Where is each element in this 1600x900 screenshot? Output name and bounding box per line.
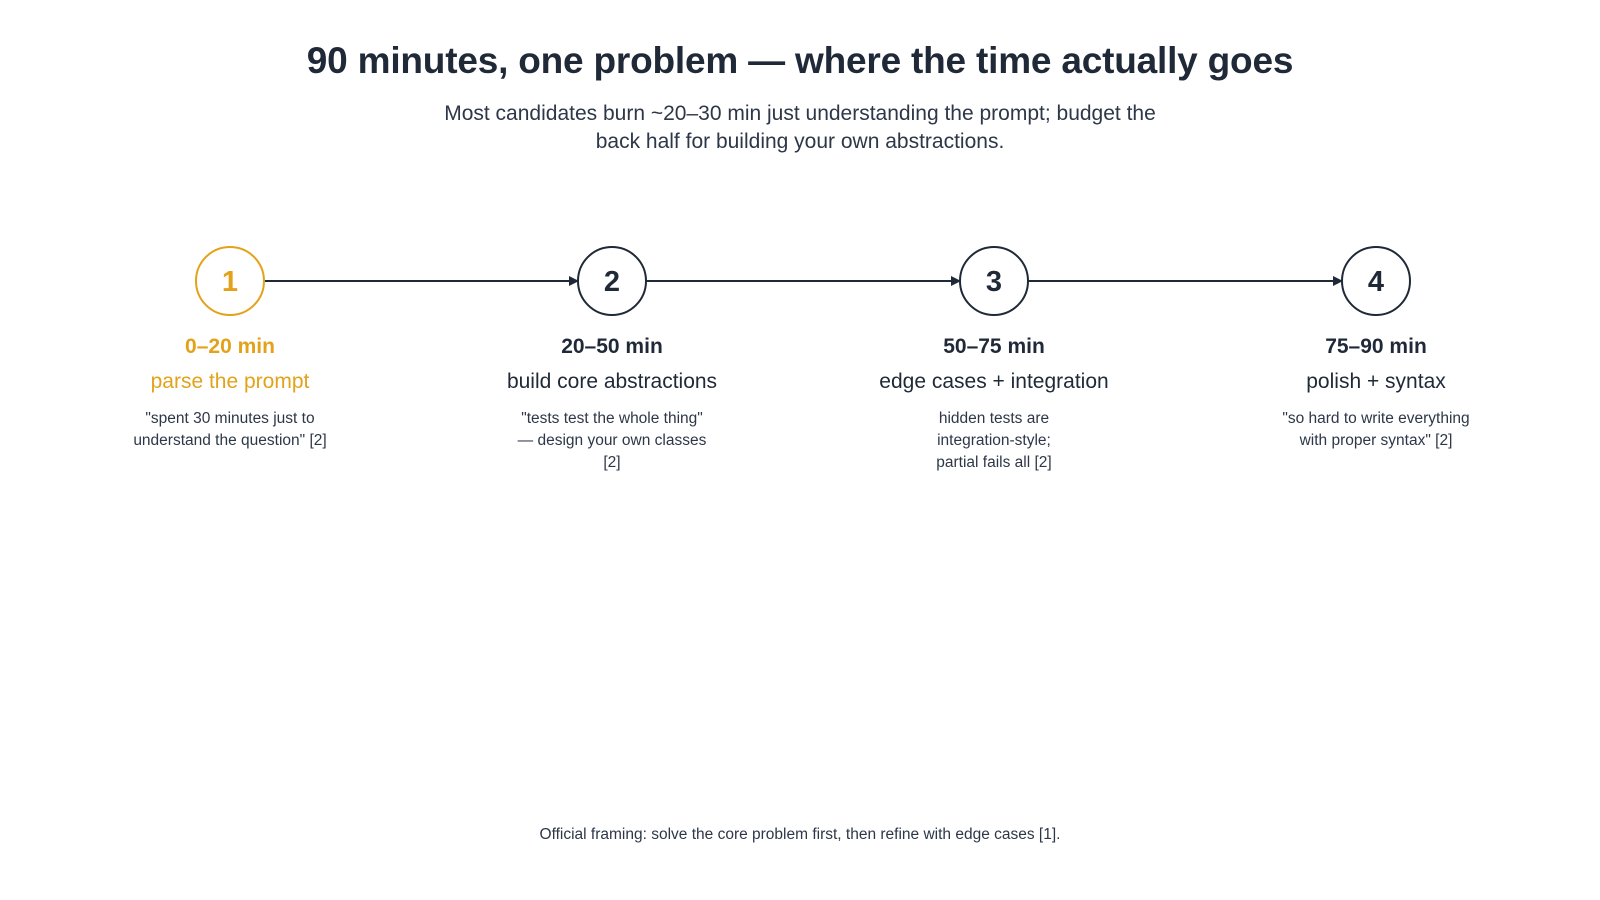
step-4-label: polish + syntax [1306, 370, 1446, 393]
step-2-label: build core abstractions [506, 370, 718, 393]
step-node-1 [196, 247, 264, 315]
step-2-time: 20–50 min [561, 335, 663, 358]
step-4-quote: "so hard to write everything with proper syntax" [2] [1282, 410, 1470, 449]
step-1-label: parse the prompt [150, 370, 310, 393]
step-2-quote: "tests test the whole thing" — design your own classes [2] [517, 410, 707, 471]
step-1-text [123, 335, 338, 452]
step-node-2 [578, 247, 646, 315]
step-1-quote: "spent 30 minutes just to understand the question" [2] [133, 410, 327, 449]
step-number-1: 1 [221, 266, 239, 298]
step-4-text [1269, 335, 1484, 452]
page-title: 90 minutes, one problem — where the time actually goes [306, 40, 1294, 81]
step-3-text [879, 335, 1108, 474]
page-subtitle: Most candidates burn ~20–30 min just understanding the prompt; budget the back half for building your own abstractions. [444, 102, 1156, 153]
step-3-time: 50–75 min [943, 335, 1045, 358]
step-node-3 [960, 247, 1028, 315]
step-1-time: 0–20 min [185, 335, 275, 358]
step-3-quote: hidden tests are integration-style; partial fails all [2] [936, 410, 1052, 471]
step-number-4: 4 [1367, 266, 1385, 298]
step-node-4 [1342, 247, 1410, 315]
footer-note: Official framing: solve the core problem first, then refine with edge cases [1]. [539, 826, 1061, 843]
step-number-2: 2 [603, 266, 621, 298]
step-number-3: 3 [985, 266, 1003, 298]
step-4-time: 75–90 min [1325, 335, 1427, 358]
step-2-text [507, 335, 717, 474]
step-3-label: edge cases + integration [879, 370, 1109, 393]
